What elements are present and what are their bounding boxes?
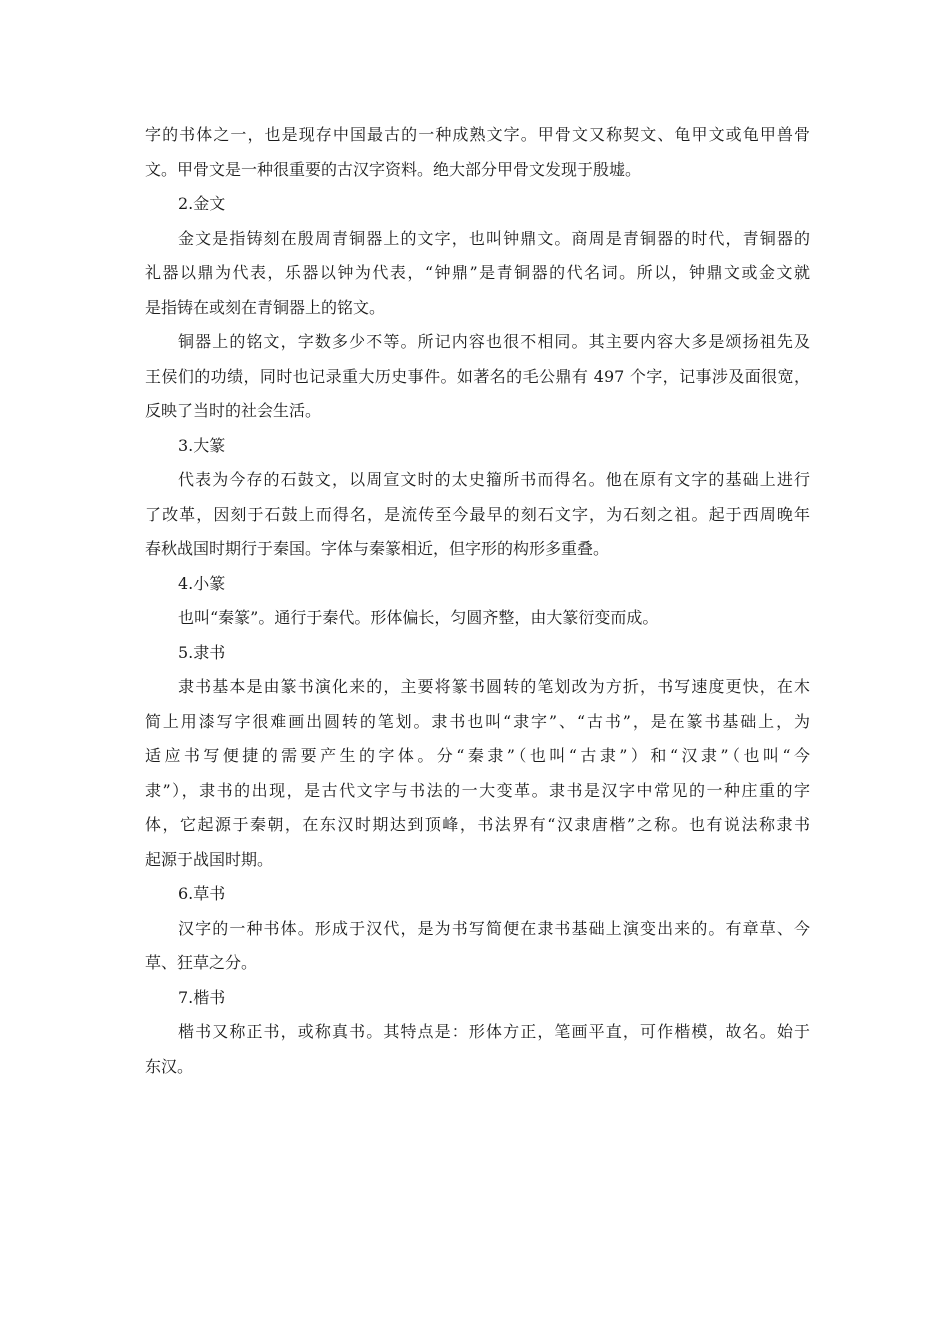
text-line: 代表为今存的石鼓文，以周宣文时的太史籀所书而得名。他在原有文字的基础上进行 — [178, 470, 810, 489]
section-heading-dazhuan: 3.大篆 — [178, 435, 226, 455]
text-line: 隶”），隶书的出现，是古代文字与书法的一大变革。隶书是汉字中常见的一种庄重的字 — [145, 780, 810, 800]
text-line: 适应书写便捷的需要产生的字体。分“秦隶”（也叫“古隶”）和“汉隶”（也叫“今 — [145, 746, 810, 765]
text-line: 文。甲骨文是一种很重要的古汉字资料。绝大部分甲骨文发现于殷墟。 — [145, 159, 642, 179]
text-line: 起源于战国时期。 — [145, 849, 274, 869]
text-line: 汉字的一种书体。形成于汉代，是为书写简便在隶书基础上演变出来的。有章草、今 — [178, 918, 810, 938]
text-line: 了改革，因刻于石鼓上而得名，是流传至今最早的刻石文字，为石刻之祖。起于西周晚年 — [145, 504, 810, 524]
section-heading-xiaozhuan: 4.小篆 — [178, 573, 226, 593]
text-line: 铜器上的铭文，字数多少不等。所记内容也很不相同。其主要内容大多是颂扬祖先及 — [178, 332, 810, 351]
text-line: 字的书体之一，也是现存中国最古的一种成熟文字。甲骨文又称契文、龟甲文或龟甲兽骨 — [145, 125, 810, 144]
text-line: 体，它起源于秦朝，在东汉时期达到顶峰，书法界有“汉隶唐楷”之称。也有说法称隶书 — [145, 815, 810, 834]
text-line: 楷书又称正书，或称真书。其特点是：形体方正，笔画平直，可作楷模，故名。始于 — [178, 1022, 810, 1041]
text-line: 东汉。 — [145, 1056, 194, 1076]
section-heading-lishu: 5.隶书 — [178, 642, 226, 662]
text-line: 王侯们的功绩，同时也记录重大历史事件。如著名的毛公鼎有 497 个字，记事涉及面很宽， — [145, 366, 810, 386]
text-line: 是指铸在或刻在青铜器上的铭文。 — [145, 297, 386, 317]
text-line: 礼器以鼎为代表，乐器以钟为代表，“钟鼎”是青铜器的代名词。所以，钟鼎文或金文就 — [145, 263, 810, 282]
text-line: 金文是指铸刻在殷周青铜器上的文字，也叫钟鼎文。商周是青铜器的时代，青铜器的 — [178, 228, 810, 248]
text-line: 简上用漆写字很难画出圆转的笔划。隶书也叫“隶字”、“古书”，是在篆书基础上，为 — [145, 711, 810, 731]
section-heading-caoshu: 6.草书 — [178, 884, 226, 903]
section-heading-jinwen: 2.金文 — [178, 194, 226, 213]
text-line: 也叫“秦篆”。通行于秦代。形体偏长，匀圆齐整，由大篆衍变而成。 — [178, 608, 659, 627]
section-heading-kaishu: 7.楷书 — [178, 987, 226, 1007]
text-line: 隶书基本是由篆书演化来的，主要将篆书圆转的笔划改为方折，书写速度更快，在木 — [178, 677, 810, 696]
text-line: 春秋战国时期行于秦国。字体与秦篆相近，但字形的构形多重叠。 — [145, 539, 610, 558]
text-line: 反映了当时的社会生活。 — [145, 401, 322, 420]
text-line: 草、狂草之分。 — [145, 953, 258, 972]
document-page — [145, 118, 810, 1084]
